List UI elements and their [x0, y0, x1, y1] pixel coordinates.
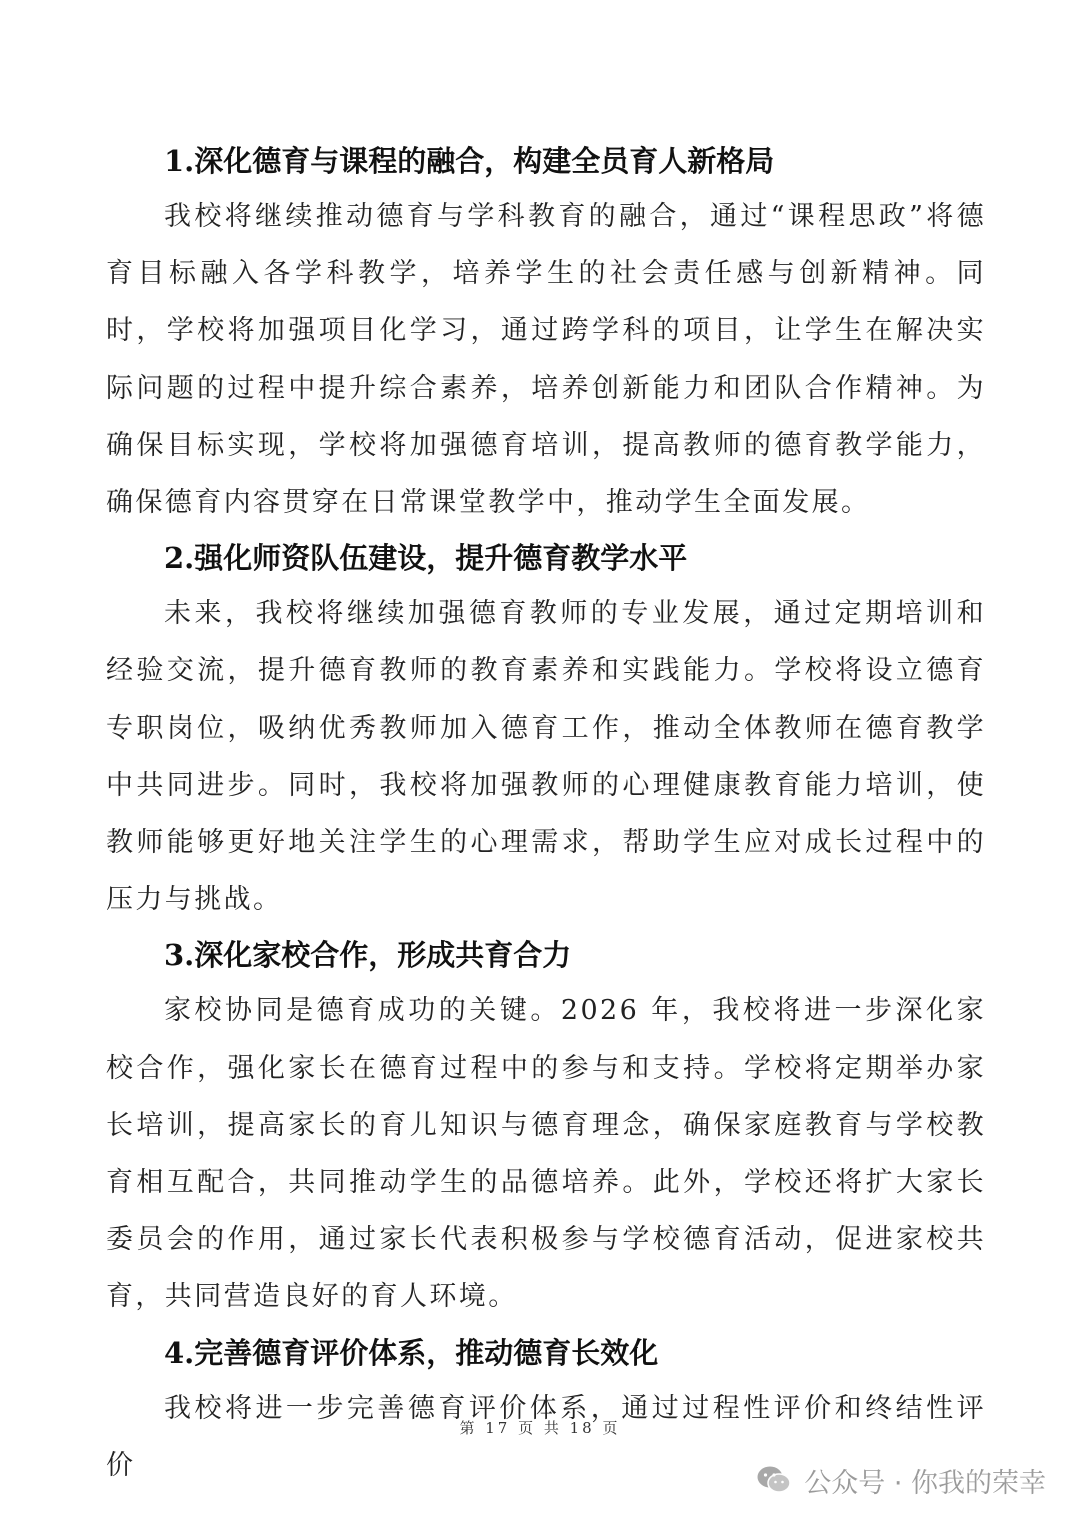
section-heading-3: 3.深化家校合作，形成共育合力	[164, 938, 572, 973]
section-paragraph-4: 我校将进一步完善德育评价体系，通过过程性评价和终结性评价	[106, 1392, 986, 1481]
wechat-icon	[756, 1465, 792, 1495]
section-paragraph-1: 我校将继续推动德育与学科教育的融合，通过“课程思政”将德育目标融入各学科教学，培养学生的社会责任感与创新精神。同时，学校将加强项目化学习，通过跨学科的项目，让学生在解决实际问题的过程中提升综合素养，培养创新能力和团队合作精神。为确保目标实现，学校将加强德育培训，提高教师的德育教学能力，确保德育内容贯穿在日常课堂教学中，推动学生全面发展。	[106, 201, 986, 519]
document-content	[106, 134, 986, 1494]
watermark-text: 公众号 · 你我的荣幸	[804, 1467, 1046, 1499]
section-paragraph-3: 家校协同是德育成功的关键。2026 年，我校将进一步深化家校合作，强化家长在德育过程中的参与和支持。学校将定期举办家长培训，提高家长的育儿知识与德育理念，确保家庭教育与学校教育相互配合，共同推动学生的品德培养。此外，学校还将扩大家长委员会的作用，通过家长代表积极参与学校德育活动，促进家校共育，共同营造良好的育人环境。	[106, 995, 986, 1313]
page-number-footer: 第 17 页 共 18 页	[459, 1419, 621, 1437]
section-heading-2: 2.强化师资队伍建设，提升德育教学水平	[164, 541, 688, 576]
section-paragraph-2: 未来，我校将继续加强德育教师的专业发展，通过定期培训和经验交流，提升德育教师的教育素养和实践能力。学校将设立德育专职岗位，吸纳优秀教师加入德育工作，推动全体教师在德育教学中共同进步。同时，我校将加强教师的心理健康教育能力培训，使教师能够更好地关注学生的心理需求，帮助学生应对成长过程中的压力与挑战。	[106, 598, 986, 916]
section-heading-4: 4.完善德育评价体系，推动德育长效化	[164, 1335, 659, 1370]
section-heading-1: 1.深化德育与课程的融合，构建全员育人新格局	[164, 144, 775, 178]
watermark	[756, 1460, 1046, 1500]
